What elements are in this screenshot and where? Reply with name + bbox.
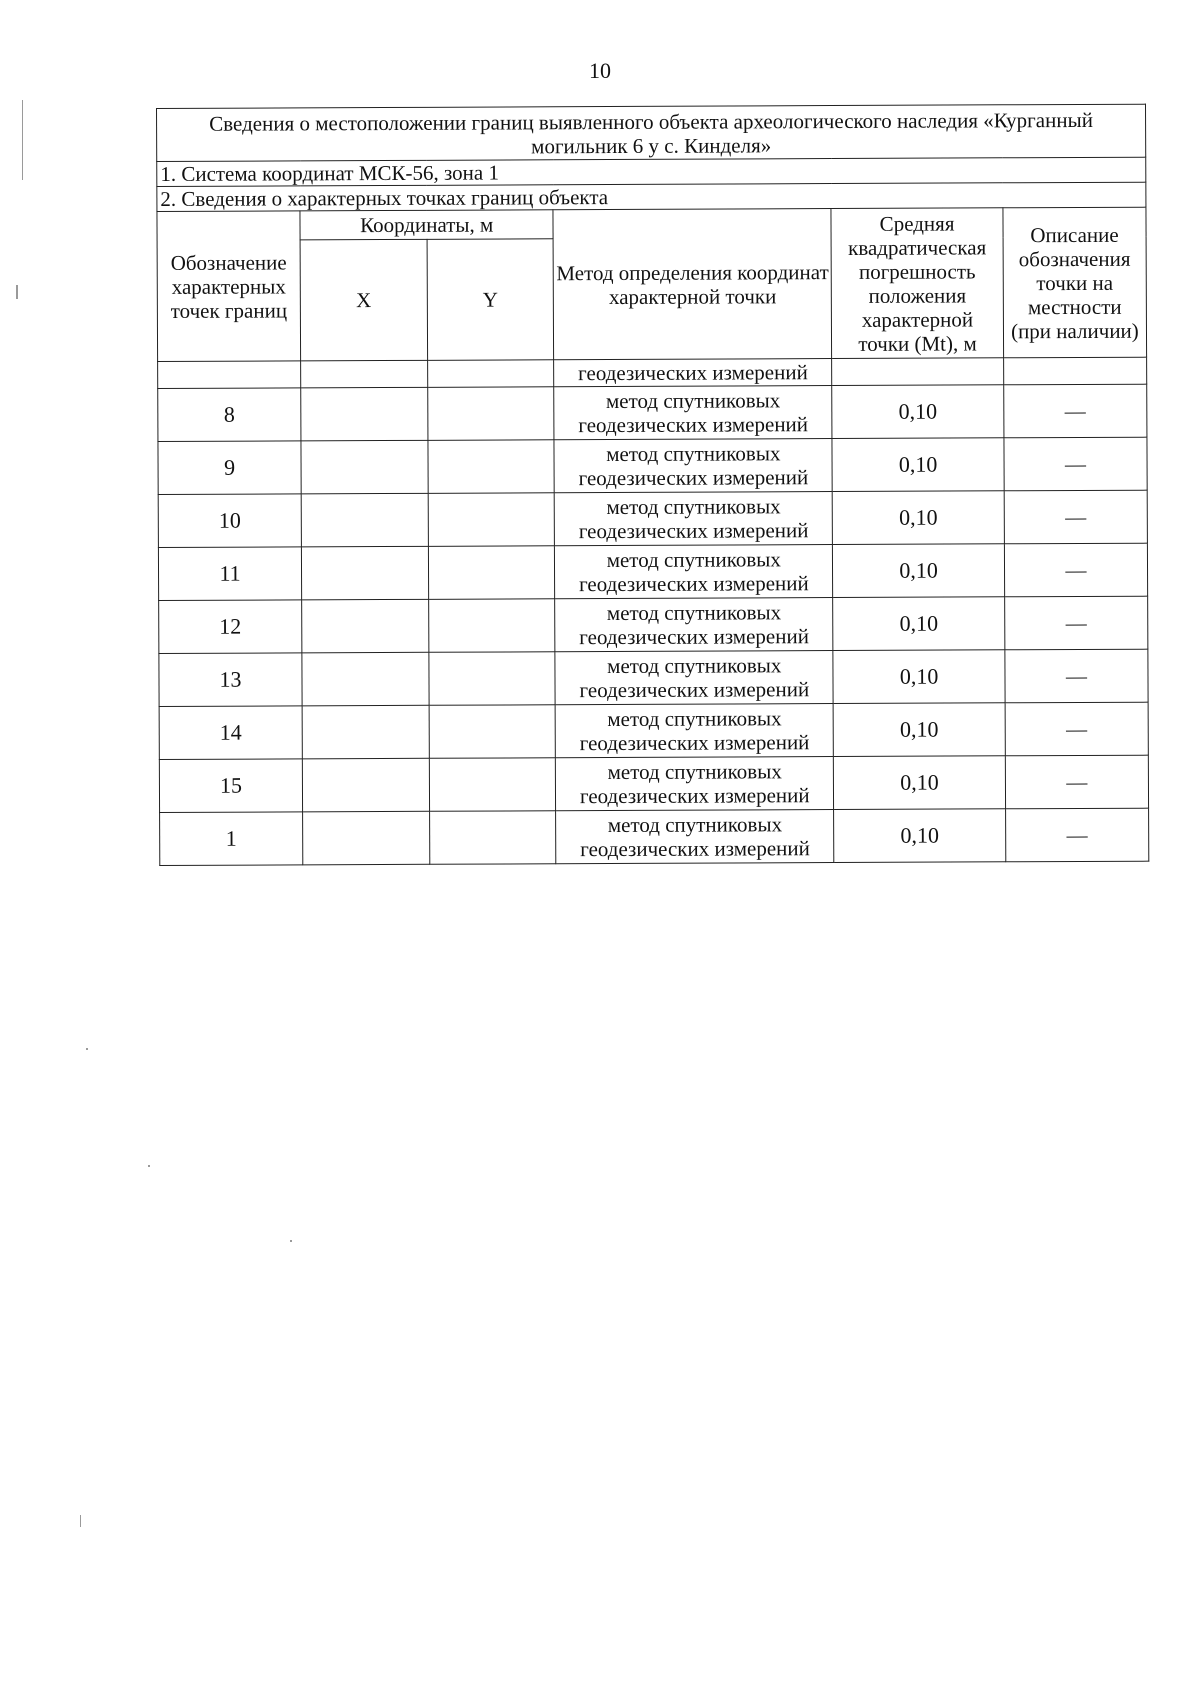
x-cell (303, 811, 430, 865)
x-cell (301, 546, 428, 600)
page-number: 10 (589, 58, 611, 83)
description-cell: — (1005, 649, 1148, 703)
table-row (159, 702, 1148, 759)
point-number: 13 (159, 653, 302, 707)
point-number: 9 (158, 441, 301, 495)
x-cell (301, 440, 428, 494)
header-error: Средняя квадратическая погрешность положения характерной точки (Mt), м (831, 208, 1003, 359)
header-point: Обозначение характерных точек границ (157, 211, 301, 362)
coordinate-system: 1. Система координат МСК-56, зона 1 (157, 157, 1146, 186)
error-cell: 0,10 (834, 756, 1006, 810)
error-cell: 0,10 (834, 809, 1006, 863)
continuation-point-cell (158, 361, 301, 389)
y-cell (427, 387, 554, 441)
method-cell: метод спутниковых геодезических измерений (554, 386, 832, 440)
header-description: Описание обозначения точки на местности (при наличии) (1003, 207, 1147, 358)
method-cell: метод спутниковых геодезических измерений (554, 439, 832, 493)
point-number: 12 (159, 600, 302, 654)
table-title: Сведения о местоположении границ выявленного объекта археологического наследия «Курганный могильник 6 у с. Кинделя» (157, 104, 1146, 161)
description-cell: — (1004, 543, 1147, 597)
scan-mark (290, 1240, 292, 1242)
boundary-points-table (156, 104, 1149, 866)
continuation-x-cell (301, 360, 428, 388)
method-cell: метод спутниковых геодезических измерений (556, 757, 834, 811)
x-cell (302, 758, 429, 812)
y-cell (429, 652, 556, 706)
description-cell: — (1005, 808, 1148, 862)
x-cell (302, 652, 429, 706)
x-cell (301, 387, 428, 441)
table-row (159, 649, 1148, 706)
scan-mark (86, 1048, 88, 1050)
method-cell: метод спутниковых геодезических измерений (555, 704, 833, 758)
x-cell (301, 493, 428, 547)
point-number: 11 (158, 547, 301, 601)
point-number: 1 (160, 812, 303, 866)
table-row (159, 596, 1148, 653)
point-number: 8 (158, 388, 301, 442)
table-row (159, 755, 1148, 812)
description-cell: — (1005, 702, 1148, 756)
continuation-method: геодезических измерений (554, 359, 832, 387)
y-cell (429, 705, 556, 759)
continuation-error-cell (832, 358, 1004, 386)
header-row (157, 207, 1146, 240)
description-cell: — (1004, 384, 1147, 438)
method-cell: метод спутниковых геодезических измерений (555, 492, 833, 546)
error-cell: 0,10 (833, 703, 1005, 757)
header-y: Y (427, 239, 554, 361)
scan-mark (80, 1515, 81, 1527)
y-cell (429, 811, 556, 865)
scan-mark (148, 1165, 150, 1167)
table-row (158, 490, 1147, 547)
continuation-y-cell (427, 360, 554, 388)
table-row (158, 437, 1147, 494)
error-cell: 0,10 (832, 385, 1004, 439)
error-cell: 0,10 (832, 491, 1004, 545)
error-cell: 0,10 (833, 544, 1005, 598)
continuation-row (158, 357, 1147, 388)
table-row (160, 808, 1149, 865)
scan-mark (16, 285, 18, 299)
table-row (158, 384, 1147, 441)
y-cell (429, 758, 556, 812)
description-cell: — (1005, 596, 1148, 650)
error-cell: 0,10 (832, 438, 1004, 492)
x-cell (302, 599, 429, 653)
y-cell (428, 493, 555, 547)
y-cell (428, 546, 555, 600)
header-method: Метод определения координат характерной точки (553, 209, 832, 360)
error-cell: 0,10 (833, 650, 1005, 704)
table-row (158, 543, 1147, 600)
method-cell: метод спутниковых геодезических измерений (555, 598, 833, 652)
table-title-row (157, 104, 1146, 161)
point-number: 15 (159, 759, 302, 813)
description-cell: — (1005, 755, 1148, 809)
continuation-description-cell (1003, 357, 1146, 385)
error-cell: 0,10 (833, 597, 1005, 651)
description-cell: — (1004, 437, 1147, 491)
point-number: 14 (159, 706, 302, 760)
x-cell (302, 705, 429, 759)
points-section-title: 2. Сведения о характерных точках границ объекта (157, 182, 1146, 211)
scan-mark (22, 100, 23, 180)
y-cell (428, 599, 555, 653)
method-cell: метод спутниковых геодезических измерений (556, 810, 834, 864)
point-number: 10 (158, 494, 301, 548)
y-cell (428, 440, 555, 494)
header-x: X (300, 239, 427, 361)
description-cell: — (1004, 490, 1147, 544)
method-cell: метод спутниковых геодезических измерений (555, 545, 833, 599)
header-coordinates: Координаты, м (300, 210, 553, 240)
method-cell: метод спутниковых геодезических измерений (555, 651, 833, 705)
